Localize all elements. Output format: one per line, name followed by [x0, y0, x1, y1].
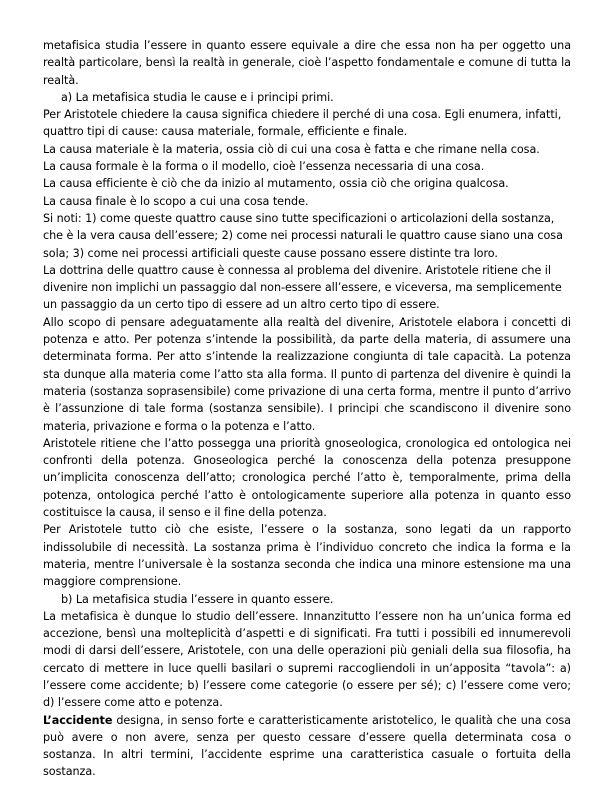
section-heading-b: b) La metafisica studia l’essere in quanto essere. [61, 592, 334, 606]
paragraph-metafisica-intro: metafisica studia l’essere in quanto essere equivale a dire che essa non ha per oggetto una realtà particolare, bensì la realtà in generale, cioè l’aspetto fondamentale e comune di tutta la realtà. [43, 39, 571, 87]
paragraph-si-noti: Si noti: 1) come queste quattro cause sino tutte specificazioni o articolazioni della sostanza, che è la vera causa dell’essere; 2) come nei processi naturali le quattro cause siano una cosa sola; 3) come nei processi artificiali queste cause possano essere distinte tra loro. [43, 211, 563, 260]
paragraph-cause: Per Aristotele chiedere la causa significa chiedere il perché di una cosa. Egli enumera, infatti, quattro tipi di cause: causa materiale, formale, efficiente e finale. [43, 108, 562, 139]
paragraph-causa-formale: La causa formale è la forma o il modello, cioè l’essenza necessaria di una cosa. [43, 160, 485, 174]
term-accidente: L’accidente [43, 713, 113, 727]
paragraph-accidente [43, 712, 571, 781]
paragraph-divenire: La dottrina delle quattro cause è connessa al problema del divenire. Aristotele ritiene che il divenire non implichi un passaggio dal non-essere all’essere, e viceversa, ma semplicemente un passaggio da un certo tipo di essere ad un altro certo tipo di essere. [43, 263, 562, 312]
paragraph-essere: La metafisica è dunque lo studio dell’essere. Innanzitutto l’essere non ha un’unica forma ed accezione, bensì una molteplicità d’aspetti e di significati. Fra tutti i possibili ed innumerevoli modi di darsi dell’essere, Aristotele, con una delle operazioni più geniali della sua filosofia, ha cercato di mettere in luce quelli basilari o supremi raccogliendoli in un’apposita “tavola”: a) l’essere come accidente; b) l’essere come categorie (o essere per sé); c) l’essere come vero; d) l’essere come atto e potenza. [43, 609, 571, 710]
section-heading-a: a) La metafisica studia le cause e i principi primi. [61, 90, 334, 104]
paragraph-sostanza: Per Aristotele tutto ciò che esiste, l’essere o la sostanza, sono legati da un rapporto indissolubile di necessità. La sostanza prima è l’individuo concreto che indica la forma e la materia, mentre l’universale è la sostanza seconda che indica una minore estensione ma una maggiore comprensione. [43, 523, 571, 589]
paragraph-causa-materiale: La causa materiale è la materia, ossia ciò di cui una cosa è fatta e che rimane nella cosa. [43, 142, 540, 156]
paragraph-potenza-atto: Allo scopo di pensare adeguatamente alla realtà del divenire, Aristotele elabora i concetti di potenza e atto. Per potenza s’intende la possibilità, da parte della materia, di assumere una determinata forma. Per atto s’intende la realizzazione congiunta di tale capacità. La potenza sta dunque alla materia come l’atto sta alla forma. Il punto di partenza del divenire è quindi la materia (sostanza soprasensibile) come privazione di una certa forma, mentre il punto d’arrivo è l’assunzione di tale forma (sostanza sensibile). I principi che scandiscono il divenire sono materia, privazione e forma o la potenza e l’atto. [43, 315, 571, 433]
paragraph-causa-finale: La causa finale è lo scopo a cui una cosa tende. [43, 194, 309, 208]
paragraph-causa-efficiente: La causa efficiente è ciò che da inizio al mutamento, ossia ciò che origina qualcosa. [43, 177, 509, 191]
document-page [43, 37, 571, 781]
accidente-definition: designa, in senso forte e caratteristicamente aristotelico, le qualità che una cosa può avere o non avere, senza per questo cessare d’essere quella determinata cosa o sostanza. In altri termini, l’accidente esprime una caratteristica casuale o fortuita della sostanza. [43, 713, 571, 779]
paragraph-priorita-atto: Aristotele ritiene che l’atto possegga una priorità gnoseologica, cronologica ed ontologica nei confronti della potenza. Gnoseologica perché la conoscenza della potenza presuppone un’implicita conoscenza dell’atto; cronologica perché l’atto è, temporalmente, prima della potenza, ontologica perché l’atto è ontologicamente superiore alla potenza in quanto esso costituisce la causa, il senso e il fine della potenza. [43, 436, 571, 520]
